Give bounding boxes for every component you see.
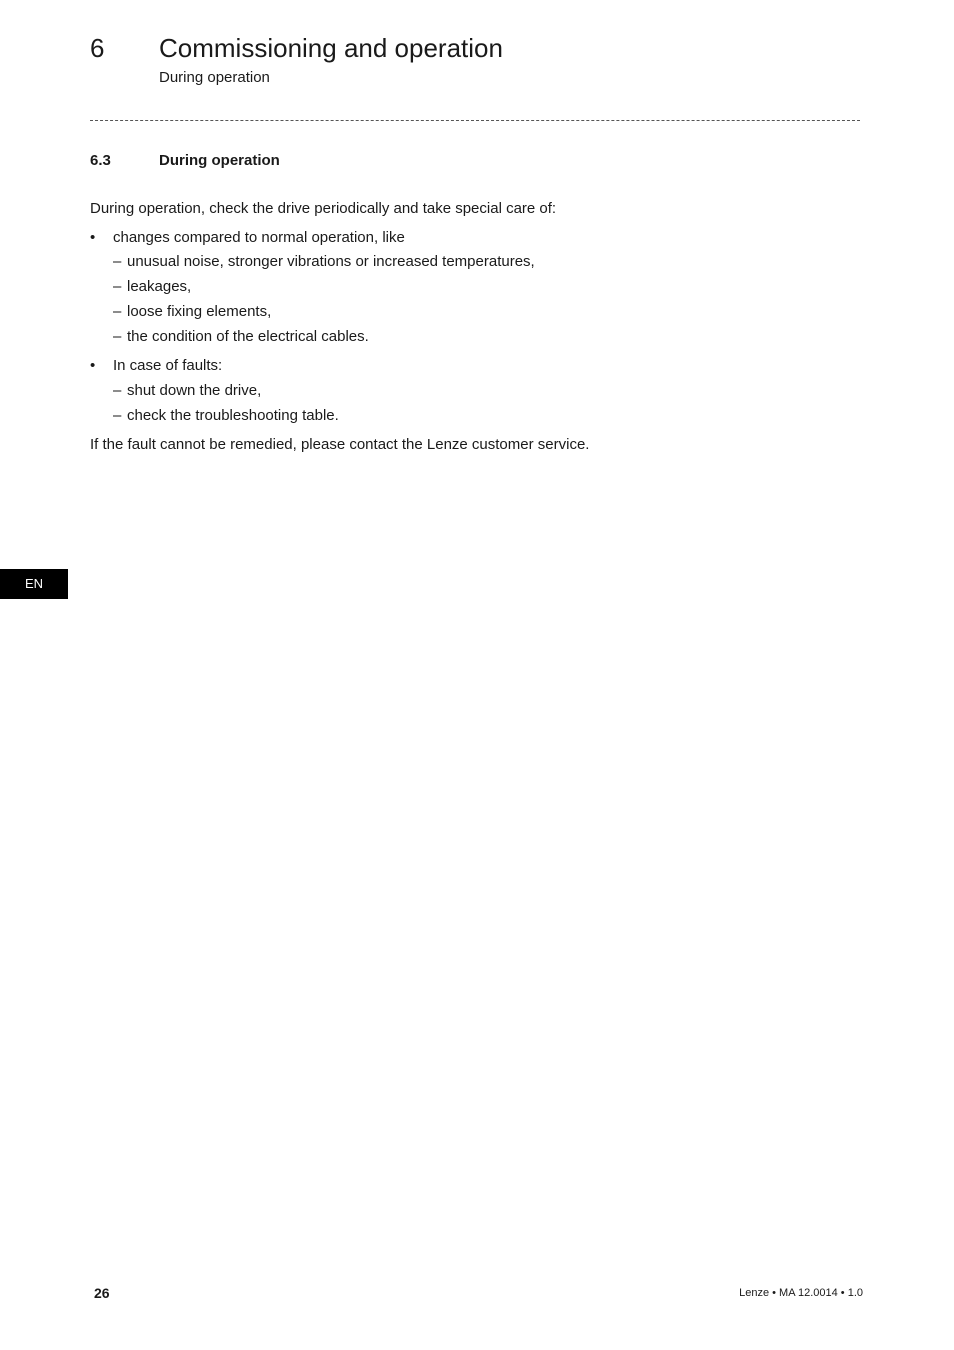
sub-item-marker: – (113, 382, 122, 399)
bullet-marker: • (90, 357, 96, 374)
sub-item-marker: – (113, 328, 122, 345)
sub-item-marker: – (113, 253, 122, 270)
sub-item (113, 381, 860, 401)
bullet-item (90, 228, 860, 347)
bullet-item (90, 356, 860, 426)
sub-item-marker: – (113, 303, 122, 320)
sub-item-marker: – (113, 278, 122, 295)
closing-paragraph: If the fault cannot be remedied, please contact the Lenze customer service. (90, 436, 590, 453)
sub-item-marker: – (113, 407, 122, 424)
sub-item-text: check the troubleshooting table. (127, 407, 339, 424)
intro-paragraph: During operation, check the drive periodically and take special care of: (90, 200, 557, 217)
section-title: During operation (159, 152, 280, 169)
chapter-title: Commissioning and operation (159, 33, 503, 63)
sub-item-text: shut down the drive, (127, 382, 262, 399)
bullet-text: In case of faults: (113, 357, 223, 374)
sub-item (113, 327, 860, 347)
page-number: 26 (94, 1285, 110, 1301)
sub-item-text: leakages, (127, 278, 192, 295)
sub-item (113, 302, 860, 322)
body-text (90, 199, 860, 455)
header-subtitle: During operation (159, 69, 270, 86)
sub-item (113, 277, 860, 297)
sub-item (113, 406, 860, 426)
language-tab: EN (0, 569, 68, 599)
document-reference: Lenze • MA 12.0014 • 1.0 (739, 1287, 863, 1299)
chapter-number: 6 (90, 33, 105, 63)
sub-item-text: unusual noise, stronger vibrations or increased temperatures, (127, 253, 535, 270)
sub-item-text: loose fixing elements, (127, 303, 272, 320)
sub-item-text: the condition of the electrical cables. (127, 328, 369, 345)
dashed-divider (90, 120, 860, 121)
section-number: 6.3 (90, 152, 111, 169)
sub-item (113, 252, 860, 272)
bullet-marker: • (90, 229, 96, 246)
bullet-text: changes compared to normal operation, like (113, 229, 405, 246)
